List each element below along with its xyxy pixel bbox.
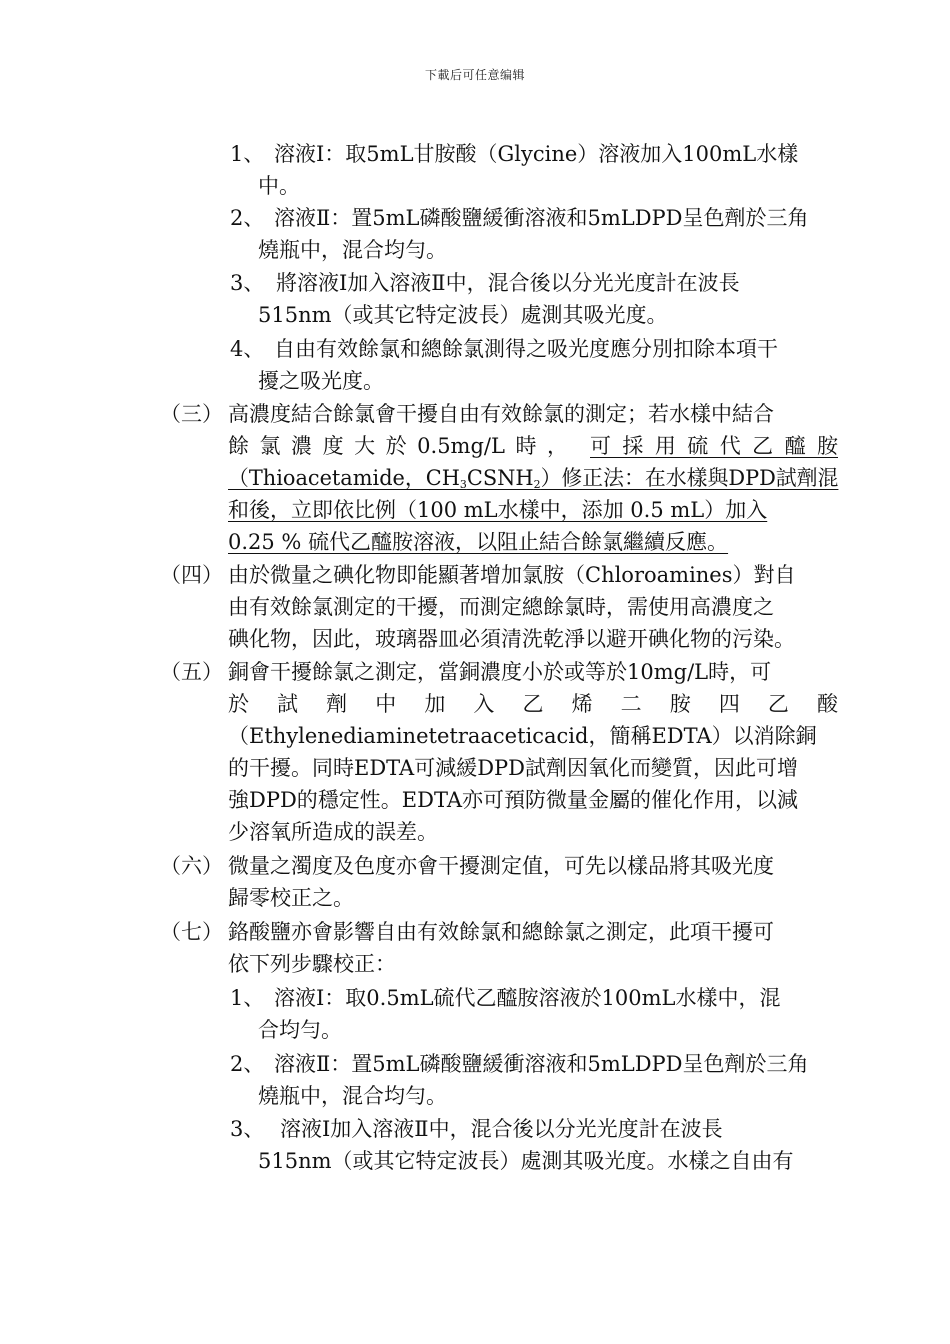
item-text: 銅會干擾餘氯之測定，當銅濃度小於或等於10mg/L時，可 xyxy=(228,660,772,684)
item-text: 自由有效餘氯和總餘氯測得之吸光度應分別扣除本項干 xyxy=(274,337,778,361)
item-text-continued: 擾之吸光度。 xyxy=(258,369,384,393)
item-text-continued: 餘氯濃度大於0.5mg/L時， xyxy=(228,434,568,458)
underlined-text: 0.25 % 硫代乙醯胺溶液，以阻止結合餘氯繼續反應。 xyxy=(228,530,729,554)
list-item xyxy=(0,982,950,1014)
section-number: （四） xyxy=(160,563,223,587)
list-item xyxy=(0,267,950,299)
list-item xyxy=(0,916,950,948)
item-text: 由於微量之碘化物即能顯著增加氯胺（Chloroamines）對自 xyxy=(228,563,796,587)
item-text-continued: 燒瓶中，混合均勻。 xyxy=(258,238,447,262)
list-item xyxy=(0,398,950,430)
item-text-continued: 碘化物，因此，玻璃器皿必須清洗乾淨以避开碘化物的污染。 xyxy=(228,627,795,651)
item-text: 溶液Ⅰ：取5mL甘胺酸（Glycine）溶液加入100mL水樣 xyxy=(274,142,799,166)
page-header: 下載后可任意编辑 xyxy=(424,68,525,82)
list-item xyxy=(0,1048,950,1080)
item-text-continued: 歸零校正之。 xyxy=(228,886,354,910)
item-text-continued: 合均勻。 xyxy=(258,1018,342,1042)
item-number: 1、 xyxy=(230,142,265,166)
item-text-continued: 515nm（或其它特定波長）處測其吸光度。水樣之自由有 xyxy=(258,1149,794,1173)
item-number: 2、 xyxy=(230,1052,265,1076)
list-item xyxy=(0,656,950,688)
item-text-continued: 燒瓶中，混合均勻。 xyxy=(258,1084,447,1108)
item-text-continued: 的干擾。同時EDTA可減緩DPD試劑因氧化而變質，因此可增 xyxy=(228,756,798,780)
list-item xyxy=(0,1113,950,1145)
item-text: 微量之濁度及色度亦會干擾測定值，可先以樣品將其吸光度 xyxy=(228,854,774,878)
item-text-continued: 由有效餘氯測定的干擾，而測定總餘氯時，需使用高濃度之 xyxy=(228,595,774,619)
list-item xyxy=(0,138,950,170)
item-text: 溶液Ⅱ：置5mL磷酸鹽緩衝溶液和5mLDPD呈色劑於三角 xyxy=(274,206,809,230)
list-item xyxy=(0,850,950,882)
item-text: 鉻酸鹽亦會影響自由有效餘氯和總餘氯之測定，此項干擾可 xyxy=(228,920,774,944)
list-item xyxy=(0,202,950,234)
item-text-continued: 強DPD的穩定性。EDTA亦可預防微量金屬的催化作用，以減 xyxy=(228,788,798,812)
item-number: 2、 xyxy=(230,206,265,230)
section-number: （五） xyxy=(160,660,223,684)
item-text: 高濃度結合餘氯會干擾自由有效餘氯的測定；若水樣中結合 xyxy=(228,402,774,426)
item-text-continued: 依下列步驟校正： xyxy=(228,952,396,976)
item-text-continued: 少溶氧所造成的誤差。 xyxy=(228,820,438,844)
item-text: 將溶液Ⅰ加入溶液Ⅱ中，混合後以分光光度計在波長 xyxy=(276,271,740,295)
underlined-text: （Thioacetamide，$CH_3CSNH_2$）修正法：在水樣與DPD試劑混 xyxy=(228,466,839,491)
underlined-text: 和後，立即依比例（100 mL水樣中，添加 0.5 mL）加入 xyxy=(228,498,768,522)
item-number: 3、 xyxy=(230,1117,265,1141)
underlined-text: 可採用硫代乙醯胺 xyxy=(590,434,838,458)
section-number: （七） xyxy=(160,920,223,944)
item-text: 溶液Ⅰ加入溶液Ⅱ中，混合後以分光光度計在波長 xyxy=(280,1117,723,1141)
item-text-continued: 515nm（或其它特定波長）處測其吸光度。 xyxy=(258,303,668,327)
item-text: 溶液Ⅱ：置5mL磷酸鹽緩衝溶液和5mLDPD呈色劑於三角 xyxy=(274,1052,809,1076)
item-number: 4、 xyxy=(230,337,265,361)
item-text-continued: 於試劑中加入乙烯二胺四乙酸 xyxy=(228,692,838,716)
item-text-continued: （Ethylenediaminetetraaceticacid，簡稱EDTA）以消除銅 xyxy=(228,724,817,748)
item-text-continued: 中。 xyxy=(258,174,300,198)
item-number: 1、 xyxy=(230,986,265,1010)
section-number: （三） xyxy=(160,402,223,426)
section-number: （六） xyxy=(160,854,223,878)
item-number: 3、 xyxy=(230,271,265,295)
list-item xyxy=(0,559,950,591)
item-text: 溶液Ⅰ：取0.5mL硫代乙醯胺溶液於100mL水樣中，混 xyxy=(274,986,781,1010)
list-item xyxy=(0,333,950,365)
